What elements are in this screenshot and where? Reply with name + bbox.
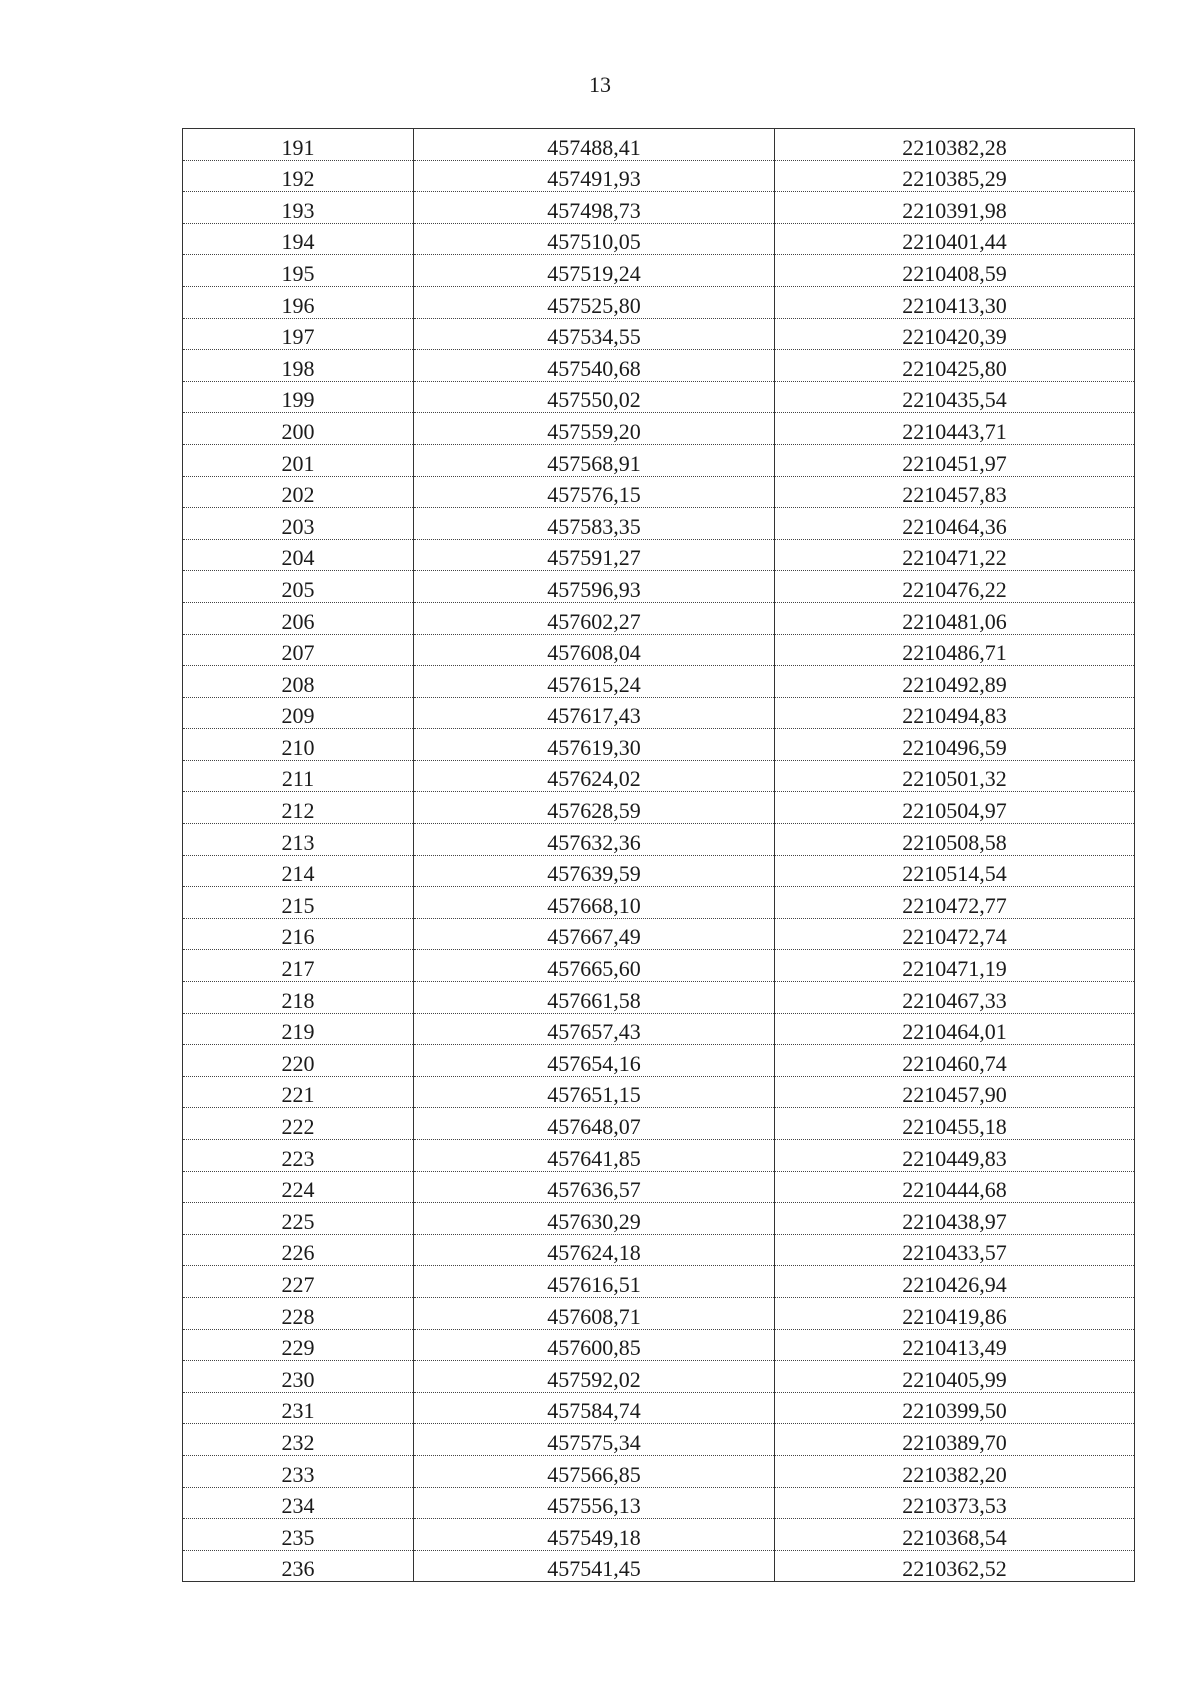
table-row <box>183 792 1135 824</box>
x-coordinate-cell: 457596,93 <box>414 571 775 603</box>
x-coordinate-cell: 457525,80 <box>414 286 775 318</box>
y-coordinate-cell: 2210492,89 <box>775 666 1135 698</box>
point-number-cell: 192 <box>183 160 414 192</box>
y-coordinate-cell: 2210368,54 <box>775 1519 1135 1551</box>
point-number-cell: 195 <box>183 255 414 287</box>
x-coordinate-cell: 457632,36 <box>414 824 775 856</box>
point-number-cell: 221 <box>183 1076 414 1108</box>
x-coordinate-cell: 457592,02 <box>414 1361 775 1393</box>
table-row <box>183 950 1135 982</box>
y-coordinate-cell: 2210504,97 <box>775 792 1135 824</box>
y-coordinate-cell: 2210426,94 <box>775 1266 1135 1298</box>
point-number-cell: 234 <box>183 1487 414 1519</box>
table-row <box>183 602 1135 634</box>
x-coordinate-cell: 457651,15 <box>414 1076 775 1108</box>
table-row <box>183 1361 1135 1393</box>
point-number-cell: 196 <box>183 286 414 318</box>
x-coordinate-cell: 457619,30 <box>414 729 775 761</box>
table-row <box>183 413 1135 445</box>
y-coordinate-cell: 2210471,19 <box>775 950 1135 982</box>
y-coordinate-cell: 2210514,54 <box>775 855 1135 887</box>
y-coordinate-cell: 2210438,97 <box>775 1203 1135 1235</box>
x-coordinate-cell: 457628,59 <box>414 792 775 824</box>
y-coordinate-cell: 2210472,77 <box>775 887 1135 919</box>
point-number-cell: 204 <box>183 539 414 571</box>
table-row <box>183 444 1135 476</box>
table-row <box>183 1550 1135 1582</box>
x-coordinate-cell: 457566,85 <box>414 1455 775 1487</box>
x-coordinate-cell: 457615,24 <box>414 666 775 698</box>
y-coordinate-cell: 2210496,59 <box>775 729 1135 761</box>
table-row <box>183 982 1135 1014</box>
y-coordinate-cell: 2210433,57 <box>775 1234 1135 1266</box>
y-coordinate-cell: 2210420,39 <box>775 318 1135 350</box>
point-number-cell: 220 <box>183 1045 414 1077</box>
x-coordinate-cell: 457665,60 <box>414 950 775 982</box>
table-row <box>183 1171 1135 1203</box>
x-coordinate-cell: 457608,71 <box>414 1297 775 1329</box>
table-row <box>183 381 1135 413</box>
x-coordinate-cell: 457559,20 <box>414 413 775 445</box>
y-coordinate-cell: 2210382,20 <box>775 1455 1135 1487</box>
point-number-cell: 200 <box>183 413 414 445</box>
y-coordinate-cell: 2210443,71 <box>775 413 1135 445</box>
y-coordinate-cell: 2210401,44 <box>775 223 1135 255</box>
point-number-cell: 227 <box>183 1266 414 1298</box>
point-number-cell: 226 <box>183 1234 414 1266</box>
table-row <box>183 1108 1135 1140</box>
x-coordinate-cell: 457568,91 <box>414 444 775 476</box>
point-number-cell: 206 <box>183 602 414 634</box>
x-coordinate-cell: 457584,74 <box>414 1392 775 1424</box>
table-row <box>183 887 1135 919</box>
x-coordinate-cell: 457654,16 <box>414 1045 775 1077</box>
point-number-cell: 197 <box>183 318 414 350</box>
table-row <box>183 508 1135 540</box>
point-number-cell: 208 <box>183 666 414 698</box>
table-row <box>183 1076 1135 1108</box>
y-coordinate-cell: 2210419,86 <box>775 1297 1135 1329</box>
y-coordinate-cell: 2210382,28 <box>775 129 1135 161</box>
x-coordinate-cell: 457583,35 <box>414 508 775 540</box>
point-number-cell: 232 <box>183 1424 414 1456</box>
point-number-cell: 210 <box>183 729 414 761</box>
point-number-cell: 194 <box>183 223 414 255</box>
table-row <box>183 855 1135 887</box>
table-row <box>183 286 1135 318</box>
point-number-cell: 217 <box>183 950 414 982</box>
x-coordinate-cell: 457576,15 <box>414 476 775 508</box>
table-row <box>183 1487 1135 1519</box>
table-row <box>183 697 1135 729</box>
point-number-cell: 205 <box>183 571 414 603</box>
x-coordinate-cell: 457498,73 <box>414 192 775 224</box>
y-coordinate-cell: 2210464,01 <box>775 1013 1135 1045</box>
x-coordinate-cell: 457668,10 <box>414 887 775 919</box>
table-row <box>183 476 1135 508</box>
point-number-cell: 223 <box>183 1140 414 1172</box>
point-number-cell: 219 <box>183 1013 414 1045</box>
y-coordinate-cell: 2210472,74 <box>775 918 1135 950</box>
x-coordinate-cell: 457630,29 <box>414 1203 775 1235</box>
x-coordinate-cell: 457550,02 <box>414 381 775 413</box>
y-coordinate-cell: 2210408,59 <box>775 255 1135 287</box>
table-row <box>183 160 1135 192</box>
table-row <box>183 350 1135 382</box>
table-row <box>183 1013 1135 1045</box>
y-coordinate-cell: 2210471,22 <box>775 539 1135 571</box>
table-row <box>183 571 1135 603</box>
table-row <box>183 824 1135 856</box>
x-coordinate-cell: 457575,34 <box>414 1424 775 1456</box>
table-row <box>183 1140 1135 1172</box>
y-coordinate-cell: 2210455,18 <box>775 1108 1135 1140</box>
y-coordinate-cell: 2210405,99 <box>775 1361 1135 1393</box>
point-number-cell: 218 <box>183 982 414 1014</box>
point-number-cell: 222 <box>183 1108 414 1140</box>
x-coordinate-cell: 457616,51 <box>414 1266 775 1298</box>
point-number-cell: 224 <box>183 1171 414 1203</box>
x-coordinate-cell: 457534,55 <box>414 318 775 350</box>
y-coordinate-cell: 2210464,36 <box>775 508 1135 540</box>
y-coordinate-cell: 2210457,90 <box>775 1076 1135 1108</box>
point-number-cell: 191 <box>183 129 414 161</box>
point-number-cell: 236 <box>183 1550 414 1582</box>
point-number-cell: 225 <box>183 1203 414 1235</box>
table-row <box>183 1519 1135 1551</box>
y-coordinate-cell: 2210508,58 <box>775 824 1135 856</box>
table-row <box>183 318 1135 350</box>
x-coordinate-cell: 457488,41 <box>414 129 775 161</box>
x-coordinate-cell: 457549,18 <box>414 1519 775 1551</box>
point-number-cell: 235 <box>183 1519 414 1551</box>
coordinates-table-body <box>183 129 1135 1582</box>
y-coordinate-cell: 2210413,49 <box>775 1329 1135 1361</box>
x-coordinate-cell: 457624,18 <box>414 1234 775 1266</box>
y-coordinate-cell: 2210460,74 <box>775 1045 1135 1077</box>
x-coordinate-cell: 457600,85 <box>414 1329 775 1361</box>
page-number: 13 <box>589 72 611 97</box>
table-row <box>183 634 1135 666</box>
table-row <box>183 129 1135 161</box>
y-coordinate-cell: 2210457,83 <box>775 476 1135 508</box>
table-row <box>183 1455 1135 1487</box>
table-row <box>183 666 1135 698</box>
point-number-cell: 212 <box>183 792 414 824</box>
table-row <box>183 1297 1135 1329</box>
table-row <box>183 255 1135 287</box>
y-coordinate-cell: 2210501,32 <box>775 760 1135 792</box>
point-number-cell: 198 <box>183 350 414 382</box>
x-coordinate-cell: 457639,59 <box>414 855 775 887</box>
y-coordinate-cell: 2210444,68 <box>775 1171 1135 1203</box>
point-number-cell: 213 <box>183 824 414 856</box>
point-number-cell: 230 <box>183 1361 414 1393</box>
x-coordinate-cell: 457608,04 <box>414 634 775 666</box>
table-row <box>183 539 1135 571</box>
x-coordinate-cell: 457661,58 <box>414 982 775 1014</box>
y-coordinate-cell: 2210467,33 <box>775 982 1135 1014</box>
point-number-cell: 216 <box>183 918 414 950</box>
point-number-cell: 233 <box>183 1455 414 1487</box>
y-coordinate-cell: 2210413,30 <box>775 286 1135 318</box>
y-coordinate-cell: 2210389,70 <box>775 1424 1135 1456</box>
x-coordinate-cell: 457491,93 <box>414 160 775 192</box>
point-number-cell: 209 <box>183 697 414 729</box>
x-coordinate-cell: 457641,85 <box>414 1140 775 1172</box>
table-row <box>183 1392 1135 1424</box>
y-coordinate-cell: 2210435,54 <box>775 381 1135 413</box>
x-coordinate-cell: 457624,02 <box>414 760 775 792</box>
point-number-cell: 231 <box>183 1392 414 1424</box>
table-row <box>183 1203 1135 1235</box>
point-number-cell: 202 <box>183 476 414 508</box>
table-row <box>183 223 1135 255</box>
y-coordinate-cell: 2210362,52 <box>775 1550 1135 1582</box>
y-coordinate-cell: 2210476,22 <box>775 571 1135 603</box>
point-number-cell: 229 <box>183 1329 414 1361</box>
x-coordinate-cell: 457657,43 <box>414 1013 775 1045</box>
x-coordinate-cell: 457541,45 <box>414 1550 775 1582</box>
y-coordinate-cell: 2210451,97 <box>775 444 1135 476</box>
point-number-cell: 193 <box>183 192 414 224</box>
table-row <box>183 729 1135 761</box>
y-coordinate-cell: 2210373,53 <box>775 1487 1135 1519</box>
point-number-cell: 228 <box>183 1297 414 1329</box>
point-number-cell: 214 <box>183 855 414 887</box>
point-number-cell: 199 <box>183 381 414 413</box>
y-coordinate-cell: 2210481,06 <box>775 602 1135 634</box>
x-coordinate-cell: 457617,43 <box>414 697 775 729</box>
x-coordinate-cell: 457556,13 <box>414 1487 775 1519</box>
x-coordinate-cell: 457510,05 <box>414 223 775 255</box>
point-number-cell: 203 <box>183 508 414 540</box>
table-row <box>183 918 1135 950</box>
y-coordinate-cell: 2210494,83 <box>775 697 1135 729</box>
point-number-cell: 201 <box>183 444 414 476</box>
y-coordinate-cell: 2210385,29 <box>775 160 1135 192</box>
y-coordinate-cell: 2210486,71 <box>775 634 1135 666</box>
y-coordinate-cell: 2210399,50 <box>775 1392 1135 1424</box>
y-coordinate-cell: 2210449,83 <box>775 1140 1135 1172</box>
table-row <box>183 1045 1135 1077</box>
table-row <box>183 192 1135 224</box>
x-coordinate-cell: 457667,49 <box>414 918 775 950</box>
point-number-cell: 211 <box>183 760 414 792</box>
table-row <box>183 1266 1135 1298</box>
x-coordinate-cell: 457648,07 <box>414 1108 775 1140</box>
point-number-cell: 207 <box>183 634 414 666</box>
x-coordinate-cell: 457602,27 <box>414 602 775 634</box>
y-coordinate-cell: 2210425,80 <box>775 350 1135 382</box>
x-coordinate-cell: 457519,24 <box>414 255 775 287</box>
table-row <box>183 760 1135 792</box>
coordinates-table <box>182 128 1135 1582</box>
x-coordinate-cell: 457540,68 <box>414 350 775 382</box>
x-coordinate-cell: 457636,57 <box>414 1171 775 1203</box>
table-row <box>183 1424 1135 1456</box>
table-row <box>183 1329 1135 1361</box>
table-row <box>183 1234 1135 1266</box>
point-number-cell: 215 <box>183 887 414 919</box>
x-coordinate-cell: 457591,27 <box>414 539 775 571</box>
y-coordinate-cell: 2210391,98 <box>775 192 1135 224</box>
